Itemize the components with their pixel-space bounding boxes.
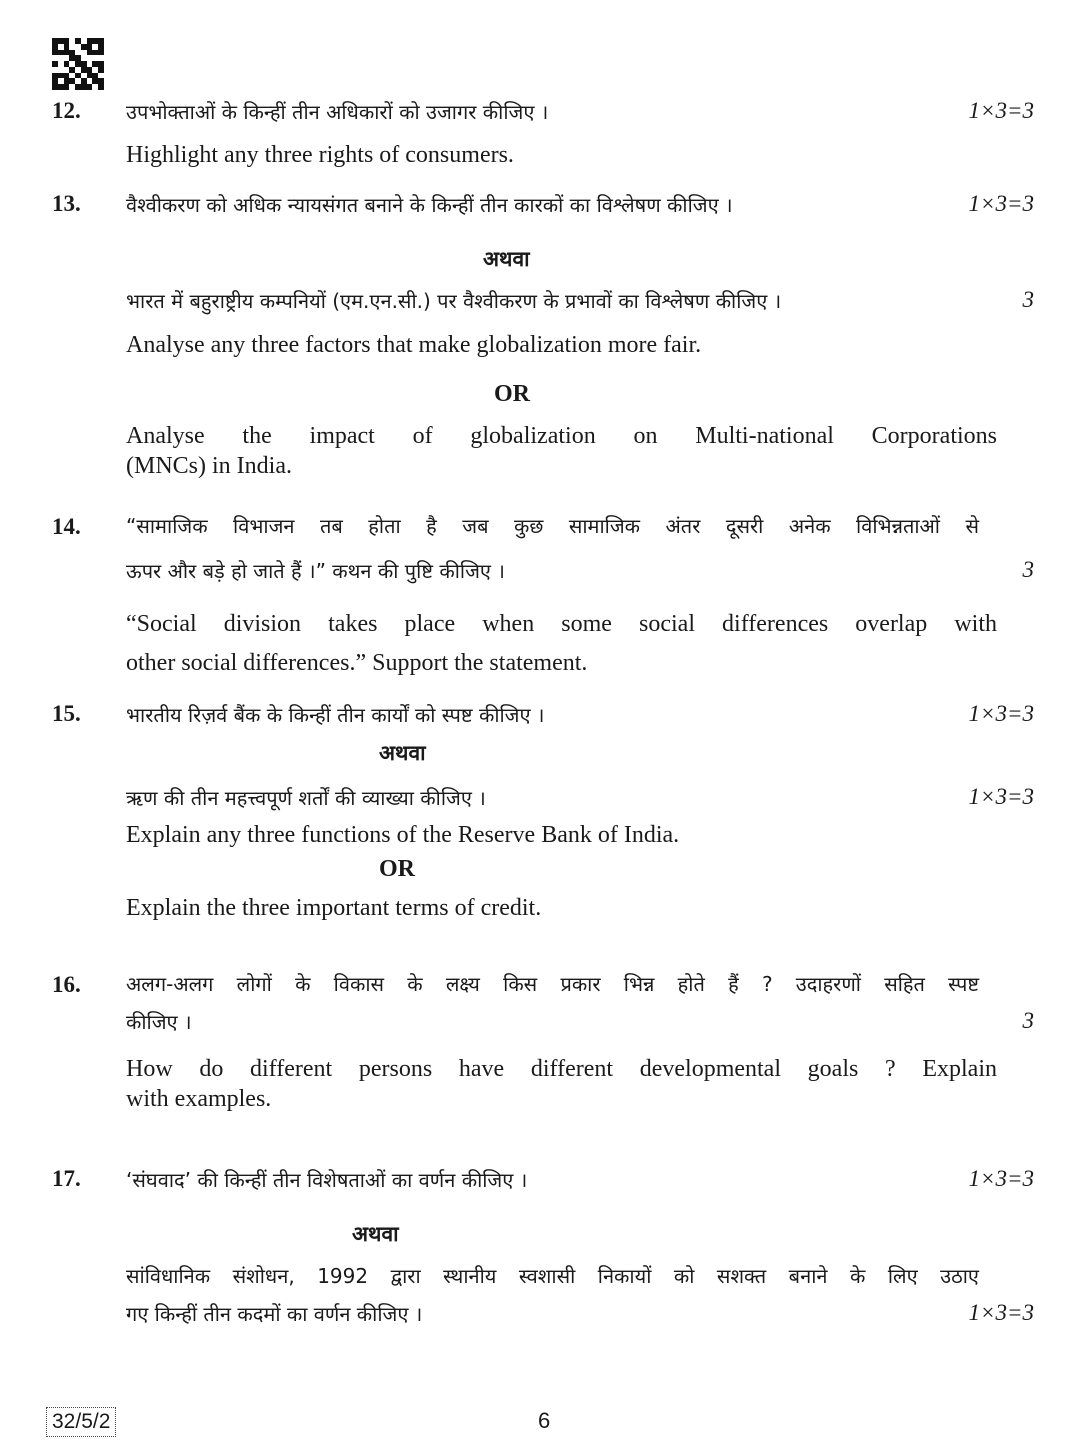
question-text-english: other social differences.” Support the statement.	[126, 650, 588, 676]
question-text-hindi: “सामाजिक विभाजन तब होता है जब कुछ सामाजिक अंतर दूसरी अनेक विभिन्नताओं से	[126, 514, 979, 538]
question-text-english: Highlight any three rights of consumers.	[126, 142, 514, 168]
alternative-text-hindi: सांविधानिक संशोधन, 1992 द्वारा स्थानीय स्वशासी निकायों को सशक्त बनाने के लिए उठाए	[126, 1264, 979, 1288]
alternative-marks: 1×3=3	[968, 784, 1034, 809]
question-text-hindi: वैश्वीकरण को अधिक न्यायसंगत बनाने के किन्हीं तीन कारकों का विश्लेषण कीजिए ।	[126, 193, 733, 217]
alternative-marks: 1×3=3	[968, 1300, 1034, 1325]
question-marks: 1×3=3	[968, 701, 1034, 726]
question-text-english: “Social division takes place when some social differences overlap with	[126, 611, 997, 637]
question-marks: 3	[1022, 557, 1034, 582]
alternative-text-hindi: गए किन्हीं तीन कदमों का वर्णन कीजिए ।	[126, 1302, 423, 1326]
question-number: 15.	[52, 701, 81, 726]
question-number: 13.	[52, 191, 81, 216]
question-marks: 1×3=3	[968, 1166, 1034, 1191]
question-text-english: with examples.	[126, 1086, 272, 1112]
question-text-hindi: उपभोक्ताओं के किन्हीं तीन अधिकारों को उजागर कीजिए ।	[126, 100, 549, 124]
or-separator-hindi: अथवा	[379, 741, 426, 765]
question-number: 12.	[52, 98, 81, 123]
question-text-hindi: अलग-अलग लोगों के विकास के लक्ष्य किस प्रकार भिन्न होते हैं ? उदाहरणों सहित स्पष्ट	[126, 972, 979, 996]
or-separator-hindi: अथवा	[483, 247, 530, 271]
question-text-hindi: भारतीय रिज़र्व बैंक के किन्हीं तीन कार्यों को स्पष्ट कीजिए ।	[126, 703, 545, 727]
question-text-english: How do different persons have different developmental goals ? Explain	[126, 1056, 997, 1082]
question-marks: 1×3=3	[968, 191, 1034, 216]
paper-code: 32/5/2	[46, 1407, 116, 1437]
question-text-hindi: ‘संघवाद’ की किन्हीं तीन विशेषताओं का वर्णन कीजिए ।	[126, 1168, 528, 1192]
question-number: 16.	[52, 972, 81, 997]
or-separator-english: OR	[494, 381, 530, 407]
alternative-text-english: Explain the three important terms of credit.	[126, 895, 542, 921]
question-text-hindi: ऊपर और बड़े हो जाते हैं ।” कथन की पुष्टि कीजिए ।	[126, 559, 505, 583]
or-separator-hindi: अथवा	[352, 1222, 399, 1246]
alternative-text-english: (MNCs) in India.	[126, 453, 292, 479]
question-marks: 3	[1022, 1008, 1034, 1033]
question-text-english: Analyse any three factors that make globalization more fair.	[126, 332, 702, 358]
alternative-text-hindi: भारत में बहुराष्ट्रीय कम्पनियों (एम.एन.सी.) पर वैश्वीकरण के प्रभावों का विश्लेषण कीजिए ।	[126, 289, 782, 313]
question-number: 17.	[52, 1166, 81, 1191]
alternative-marks: 3	[1022, 287, 1034, 312]
qr-code	[52, 38, 104, 90]
page-number: 6	[538, 1408, 551, 1433]
question-number: 14.	[52, 514, 81, 539]
question-text-english: Explain any three functions of the Reserve Bank of India.	[126, 822, 680, 848]
question-marks: 1×3=3	[968, 98, 1034, 123]
question-text-hindi: कीजिए ।	[126, 1010, 192, 1034]
alternative-text-english: Analyse the impact of globalization on Multi-national Corporations	[126, 423, 997, 449]
or-separator-english: OR	[379, 856, 415, 882]
alternative-text-hindi: ऋण की तीन महत्त्वपूर्ण शर्तों की व्याख्या कीजिए ।	[126, 786, 486, 810]
